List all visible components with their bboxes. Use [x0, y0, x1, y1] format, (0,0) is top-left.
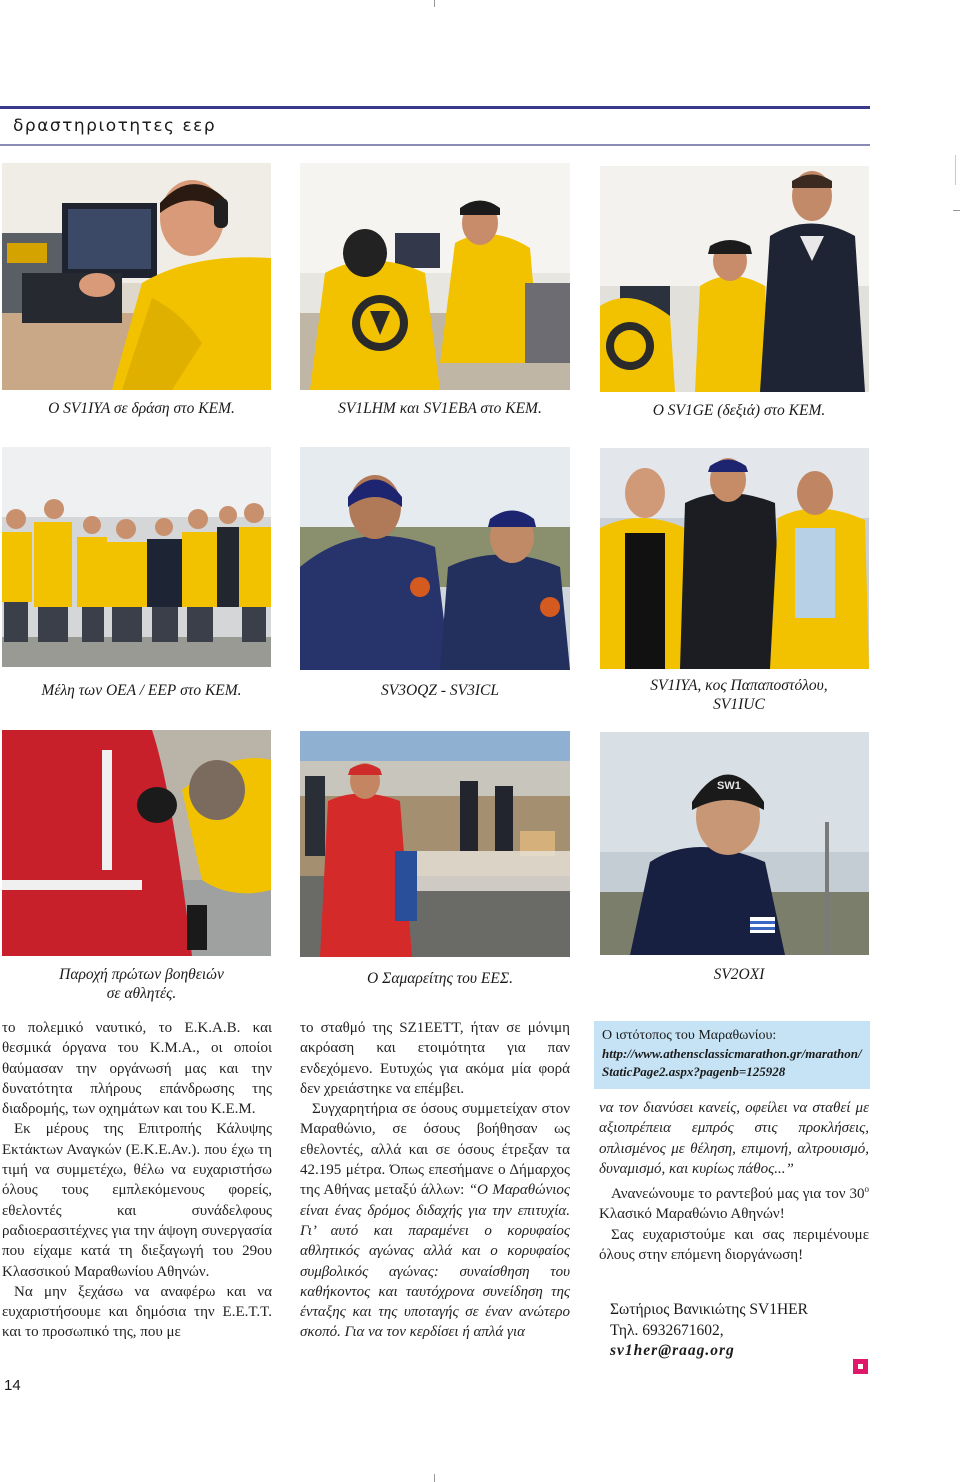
- author-name: Σωτήριος Βανικιώτης SV1HER: [610, 1301, 808, 1318]
- caption-sv1ge: Ο SV1GE (δεξιά) στο ΚΕΜ.: [652, 402, 826, 419]
- rendezvous-text-end: Κλασικό Μαραθώνιο Αθηνών!: [599, 1206, 785, 1223]
- signature-block: [610, 1300, 808, 1362]
- photo-sv1iya-papapostolou-sv1iuc: [600, 448, 869, 669]
- photo-sv1ge-right: [600, 166, 869, 392]
- section-title: δραστηριοτητες εερ: [13, 116, 217, 136]
- crop-mark-right: [953, 210, 960, 211]
- paragraph-text: Συγχαρητήρια σε όσους συμμετείχαν στον Μαραθώνιο, σε όσους βοήθησαν ως εθελοντές, αλλά και σε όσους έτρεξαν τα 42.195 μέτρα. Όπως επεσήμανε ο Δήμαρχος της Αθήνας μεταξύ άλλων:: [300, 1101, 570, 1199]
- crop-mark-bottom: [434, 1474, 435, 1482]
- caption-line-1: Παροχή πρώτων βοηθειών: [59, 966, 224, 983]
- caption-line-1: SV1IYA, κος Παπαποστόλου,: [650, 677, 828, 694]
- mayor-quote: “Ο Μαραθώνιος είναι ένας δρόμος διδαχής για την επιτυχία. Γι’ αυτό και παραμένει ο κορυφαίος αθλητικός αγώνας αλλά και ο κορυφαίος συμβολικός αγώνας: συναίσθηση του καθήκοντος και ταυτόχρονα συνείδηση της ένταξης και της υποταγής σε έναν ανώτερο σκοπό. Για να τον κερδίσει ή απλά για: [300, 1182, 571, 1341]
- author-email[interactable]: sv1her@raag.org: [610, 1342, 735, 1359]
- header-rule-top: [0, 106, 870, 109]
- author-phone: Τηλ. 6932671602,: [610, 1321, 724, 1339]
- photo-samaritan: [300, 731, 570, 957]
- photo-first-aid: [2, 730, 271, 956]
- photo-group-members: [2, 447, 271, 667]
- paragraph: το πολεμικό ναυτικό, το Ε.Κ.Α.Β. και θεσμικά όργανα του Κ.Μ.Α., οι οποίοι θαύμασαν την οργάνωσή μας και την δυνατότητα πλήρους επάνδρωσης της διαδρομής, των οχημάτων και του Κ.Ε.Μ.: [2, 1020, 272, 1118]
- paragraph: Να μην ξεχάσω να αναφέρω και να ευχαριστήσουμε και δημόσια την Ε.Ε.Τ.Τ. και το προσωπικό της, που με: [2, 1283, 272, 1341]
- photo-sv1lhm-sv1eba: [300, 163, 570, 390]
- article-column-3: [599, 1098, 869, 1265]
- photo-sv1iya-at-station: [2, 163, 271, 390]
- article-column-1: [2, 1018, 272, 1343]
- paragraph: [300, 1099, 570, 1343]
- page-number: 14: [4, 1377, 21, 1394]
- caption-sv3oqz-sv3icl: SV3OQZ - SV3ICL: [381, 682, 499, 699]
- caption-sv2oxi: SV2OXI: [713, 966, 765, 983]
- photo-sv3oqz-sv3icl: [300, 447, 570, 670]
- end-of-article-icon: [853, 1359, 868, 1374]
- caption-first-aid: [2, 965, 281, 1003]
- article-column-2: [300, 1018, 570, 1343]
- paragraph: το σταθμό της SZ1EETT, ήταν σε μόνιμη ακρόαση και ετοιμότητα για παν ενδεχόμενο. Ευτυχώς για ακόμα μία φορά δεν χρειάστηκε να επέμβει.: [300, 1020, 570, 1097]
- paragraph: Εκ μέρους της Επιτροπής Κάλυψης Εκτάκτων Αναγκών (Ε.Κ.Ε.Αν.). που έχω τη τιμή να συμμετέχω, θέλω να ευχαριστήσω όλους τους εμπλεκόμενους φορείς, εθελοντές και συνάδελφους ραδιοερασιτέχνες για την άψογη συνεργασία που είχαμε κατά τη διεξαγωγή του 29ου Κλασσικού Μαραθωνίου Αθηνών.: [2, 1121, 272, 1280]
- paragraph-thanks: Σας ευχαριστούμε και σας περιμένουμε όλους στην επόμενη διοργάνωση!: [599, 1226, 869, 1264]
- crop-mark-right-2: [955, 155, 956, 185]
- caption-line-2: SV1IUC: [713, 696, 765, 713]
- website-link[interactable]: http://www.athensclassicmarathon.gr/marathon/StaticPage2.aspx?pagenb=125928: [602, 1046, 862, 1079]
- caption-sv1iya-papapostolou: [598, 676, 880, 714]
- paragraph-rendezvous: [599, 1179, 869, 1225]
- ordinal-superscript: ο: [864, 1184, 869, 1195]
- crop-mark-top-left: [434, 0, 435, 7]
- caption-sv1iya-action: Ο SV1IYA σε δράση στο ΚΕΜ.: [48, 400, 235, 417]
- hat-label: SW1: [717, 780, 741, 792]
- quote-end: να τον διανύσει κανείς, οφείλει να σταθεί με αξιοπρέπεια εμπρός στις προκλήσεις, οπλισμένος με θέληση, επιμονή, αλτρουισμό, δυναμισμό, και κυρίως πάθος...”: [599, 1100, 869, 1177]
- caption-oea-eer-members: Μέλη των ΟΕΑ / ΕΕΡ στο ΚΕΜ.: [41, 682, 242, 699]
- website-label: Ο ιστότοπος του Μαραθωνίου:: [602, 1028, 777, 1043]
- caption-line-2: σε αθλητές.: [106, 985, 177, 1002]
- caption-sv1lhm-sv1eba: SV1LHM και SV1EBA στο ΚΕΜ.: [338, 400, 542, 417]
- caption-samaritan: Ο Σαμαρείτης του ΕΕΣ.: [367, 970, 513, 987]
- photo-sv2oxi: [600, 732, 869, 955]
- marathon-website-box: [594, 1021, 870, 1089]
- rendezvous-text: Ανανεώνουμε το ραντεβού μας για τον 30: [611, 1186, 865, 1203]
- header-rule-bottom: [0, 144, 870, 146]
